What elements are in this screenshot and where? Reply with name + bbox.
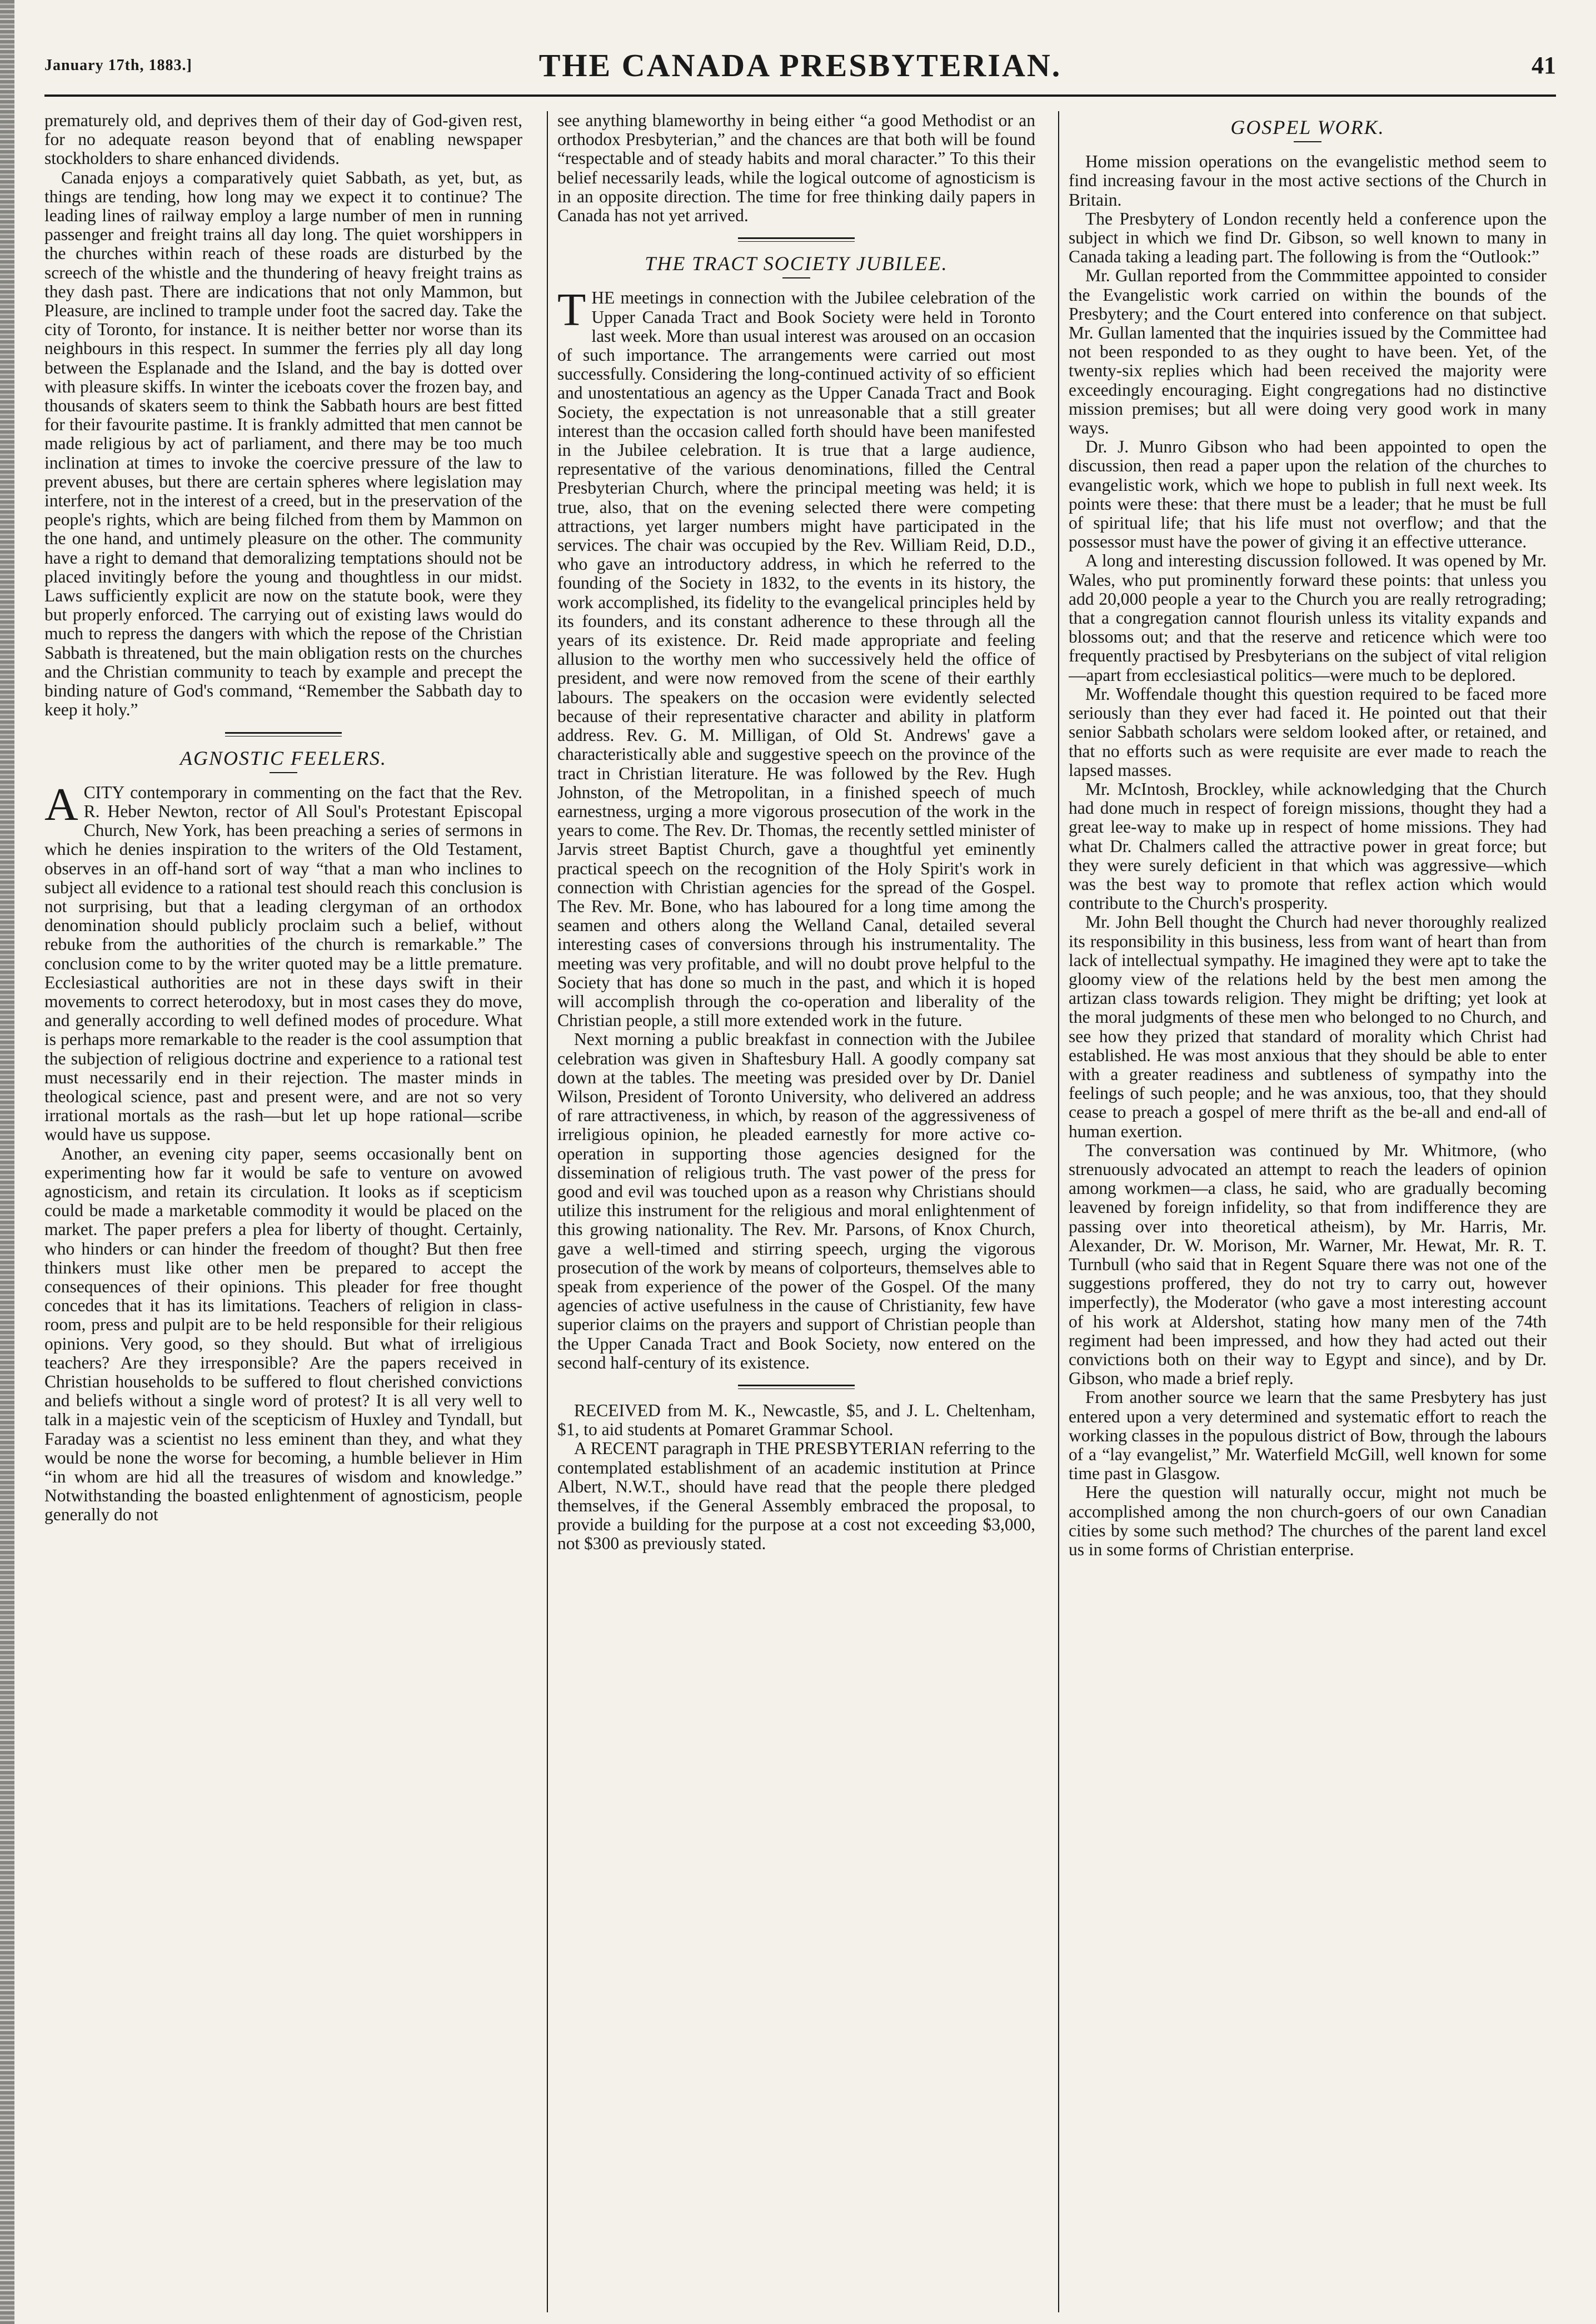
- drop-cap: A: [44, 778, 78, 830]
- binding-edge: [0, 0, 14, 2324]
- paragraph: [557, 284, 1035, 1031]
- article-heading-tract-society-jubilee: THE TRACT SOCIETY JUBILEE.: [557, 254, 1035, 278]
- paragraph: Mr. Woffendale thought this question required to be faced more seriously than they ever had faced it. He pointed out that their senior Sabbath scholars were seldom looked after, or retained, and that no efforts such as were requisite are ever made to reach the lapsed masses.: [1069, 684, 1547, 780]
- paragraph: A long and interesting discussion followed. It was opened by Mr. Wales, who put prominently forward these points: that unless you add 20,000 people a year to the Church you are really retrograding; that a congregation cannot flourish unless its vitality expands and blossoms out; and that the reserve and reticence which were too frequently practised by Presbyterians on the subject of vital religion—apart from ecclesiastical politics—were much to be deplored.: [1069, 551, 1547, 685]
- page-number: 41: [1532, 52, 1556, 79]
- column-3: [1069, 111, 1547, 2312]
- masthead-title: THE CANADA PRESBYTERIAN.: [538, 47, 1062, 83]
- paragraph: Another, an evening city paper, seems occasionally bent on experimenting how far it would be safe to venture on avowed agnosticism, and retain its circulation. It looks as if scepticism could be made a marketable commodity it would be placed on the market. The paper prefers a plea for liberty of thought. Certainly, who hinders or can hinder the freedom of thought? But then free thinkers must like other men be prepared to accept the consequences of their opinions. This pleader for free thought concedes that it has its limitations. Teachers of religion in class-room, press and pulpit are to be held responsible for their religious opinions. Very good, so they should. But what of irreligious teachers? Are they irresponsible? Are the papers received in Christian households to be suffered to flout cherished convictions and beliefs without a single word of protest? It is all very well to talk in a majestic vein of the scepticism of Huxley and Tyndall, but Faraday was a scientist no less eminent than they, and what they would be none the worse for becoming, a humble believer in Him “in whom are hid all the treasures of wisdom and knowledge.” Notwithstanding the boasted enlightenment of agnosticism, people generally do not: [44, 1143, 522, 1525]
- column-rule: [547, 111, 548, 2312]
- article-heading-gospel-work: GOSPEL WORK.: [1069, 118, 1547, 142]
- column-rule: [1058, 111, 1059, 2312]
- paragraph: Mr. McIntosh, Brockley, while acknowledging that the Church had done much in respect of foreign missions, thought they had a great lee-way to make up in respect of home missions. They had what Dr. Chalmers called the attractive power in great force; but they were surely deficient in that which was aggressive—which was the best way to promote that reflex action which would contribute to the Church's prosperity.: [1069, 779, 1547, 913]
- issue-date: January 17th, 1883.]: [44, 57, 192, 74]
- notice-received: RECEIVED from M. K., Newcastle, $5, and J. L. Cheltenham, $1, to aid students at Pomaret Grammar School.: [557, 1401, 1035, 1440]
- paragraph: see anything blameworthy in being either “a good Methodist or an orthodox Presbyterian,” and the chances are that both will be found “respectable and of steady habits and moral character.” To this their belief necessarily leads, while the logical outcome of agnosticism is in an opposite direction. The time for free thinking daily papers in Canada has not yet arrived.: [557, 111, 1035, 226]
- paragraph-text: HE meetings in connection with the Jubilee celebration of the Upper Canada Tract and Book Society were held in Toronto last week. More than usual interest was aroused on an occasion of such importance. The arrangements were carried out most successfully. Considering the long-continued activity of so efficient and unostentatious an agency as the Upper Canada Tract and Book Society, the expectation is not unreasonable that a still greater interest than the occasion called forth should have been manifested in the Jubilee celebration. It is true that a large audience, representative of the various denominations, filled the Central Presbyterian Church, where the principal meeting was held; it is true, also, that on the evening selected there were competing attractions, yet larger numbers might have participated in the services. The chair was occupied by the Rev. William Reid, D.D., who gave an introductory address, in which he referred to the founding of the Society in 1832, to the events in its history, the work accomplished, its fidelity to the evangelical principles held by its founders, and its constant adherence to these through all the years of its existence. Dr. Reid made appropriate and feeling allusion to the worthy men who successively held the office of president, and were now removed from the scene of their earthly labours. The speakers on the occasion were evidently selected because of their representative character and ability in platform address. Rev. G. M. Milligan, of Old St. Andrews' gave a characteristically able and suggestive speech on the province of the tract in Christian literature. He was followed by the Rev. Hugh Johnston, of the Metropolitan, in a finished speech of much earnestness, urging a more vigorous prosecution of the work in the years to come. The Rev. Dr. Thomas, the recently settled minister of Jarvis street Baptist Church, gave a thoughtful yet eminently practical speech on the recognition of the Holy Spirit's work in connection with Christian agencies for the spread of the Gospel. The Rev. Mr. Bone, who has laboured for a long time among the seamen and others along the Welland Canal, detailed several interesting cases of conversions through his instrumentality. The meeting was very profitable, and will no doubt prove helpful to the Society that has done so much in the past, and which it is hoped will accomplish through the co-operation and liberality of the Christian people, a still more extended work in the future.: [557, 288, 1035, 1031]
- section-divider: [738, 1385, 855, 1389]
- paragraph: Here the question will naturally occur, might not much be accomplished among the non church-goers of our own Canadian cities by some such method? The churches of the parent land excel us in some forms of Christian enterprise.: [1069, 1482, 1547, 1560]
- paragraph: Canada enjoys a comparatively quiet Sabbath, as yet, but, as things are tending, how long may we expect it to continue? The leading lines of railway employ a large number of men in running passenger and freight trains all day long. The quiet worshippers in the churches within reach of these roads are disturbed by the screech of the whistle and the thundering of heavy freight trains as they dash past. There are indications that not only Mammon, but Pleasure, are inclined to trample under foot the sacred day. Take the city of Toronto, for instance. It is neither better nor worse than its neighbours in this respect. In summer the ferries ply all day long between the Esplanade and the Island, and the bay is dotted over with pleasure skiffs. In winter the iceboats cover the frozen bay, and thousands of skaters seem to think the Sabbath hours are best fitted for their favourite pastime. It is frankly admitted that men cannot be made religious by act of parliament, and there may be too much inclination at times to invoke the coercive pressure of the law to prevent abuses, but there are certain spheres where legislation may interfere, not in the interest of a creed, but in the preservation of the people's rights, which are being filched from them by Mammon on the one hand, and untimely pleasure on the other. The community have a right to demand that demoralizing temptations should not be placed invitingly before the young and thoughtless in our midst. Laws sufficiently explicit are now on the statute book, were they but properly enforced. The carrying out of existing laws would do much to repress the dangers with which the repose of the Christian Sabbath is threatened, but the main obligation rests on the churches and the Christian community to teach by example and precept the binding nature of God's command, “Remember the Sabbath day to keep it holy.”: [44, 167, 522, 720]
- paragraph: Next morning a public breakfast in connection with the Jubilee celebration was given in Shaftesbury Hall. A goodly company sat down at the tables. The meeting was presided over by Dr. Daniel Wilson, President of Toronto University, who delivered an address of rare attractiveness, in which, by reason of the aggressiveness of irreligious opinion, he pleaded earnestly for more active co-operation in supporting those agencies designed for the dissemination of religious truth. The vast power of the press for good and evil was touched upon as a reason why Christians should utilize this instrument for the religious and moral enlightenment of this growing nationality. The Rev. Mr. Parsons, of Knox Church, gave a well-timed and stirring speech, urging the vigorous prosecution of the work by means of colporteurs, themselves able to speak from experience of the power of the Gospel. Of the many agencies of active usefulness in the cause of Christianity, few have superior claims on the prayers and support of Christian people than the Upper Canada Tract and Book Society, now entered on the second half-century of its existence.: [557, 1029, 1035, 1372]
- paragraph: The Presbytery of London recently held a conference upon the subject in which we find Dr. Gibson, so well known to many in Canada taking a leading part. The following is from the “Outlook:”: [1069, 208, 1547, 267]
- notice-correction: A RECENT paragraph in THE PRESBYTERIAN referring to the contemplated establishment of an academic institution at Prince Albert, N.W.T., should have read that the people there pledged themselves, if the General Assembly embraced the proposal, to provide a building for the purpose at a cost not exceeding $3,000, not $300 as previously stated.: [557, 1439, 1035, 1554]
- section-divider: [738, 237, 855, 242]
- paragraph: Home mission operations on the evangelistic method seem to find increasing favour in the most active sections of the Church in Britain.: [1069, 152, 1547, 210]
- paragraph: Mr. John Bell thought the Church had never thoroughly realized its responsibility in this business, less from want of heart than from lack of intellectual sympathy. He imagined they were apt to take the gloomy view of the relations held by the best men among the artizan class towards religion. They might be drifting; yet look at the moral judgments of these men who belonged to no Church, and see how they prized that standard of morality which Christ had established. He was most anxious that they should be able to enter with a greater readiness and subtleness of sympathy into the feelings of such people; and he was anxious, too, that they should cease to preach a gospel of mere thrift as the be-all and end-all of human exertion.: [1069, 912, 1547, 1141]
- page-header: [44, 43, 1556, 97]
- paragraph: Dr. J. Munro Gibson who had been appointed to open the discussion, then read a paper upon the relation of the churches to evangelistic work, which we hope to publish in full next week. Its points were these: that there must be a leader; that he must be full of spiritual life; that his life must not overflow; and that the possessor must have the power of giving it an effective utterance.: [1069, 437, 1547, 552]
- column-1: [44, 111, 522, 2312]
- column-2: [557, 111, 1035, 2312]
- paragraph-text: CITY contemporary in commenting on the fact that the Rev. R. Heber Newton, rector of All Soul's Protestant Episcopal Church, New York, has been preaching a series of sermons in which he denies inspiration to the writers of the Old Testament, observes in an off-hand sort of way “that a man who inclines to subject all evidence to a rational test should reach this conclusion is not surprising, but that a leading clergyman of an orthodox denomination should publicly proclaim such a belief, without rebuke from the authorities of the church is remarkable.” The conclusion come to by the writer quoted may be a little premature. Ecclesiastical authorities are not in these days swift in their movements to correct heterodoxy, but in most cases they do move, and generally according to well defined modes of procedure. What is perhaps more remarkable to the reader is the cool assumption that the subjection of religious doctrine and experience to a rational test must necessarily end in their rejection. The master minds in theological science, past and present were, and are not so very irrational mortals as the rash—but let up hope rational—scribe would have us suppose.: [44, 782, 522, 1144]
- paragraph: Mr. Gullan reported from the Commmittee appointed to consider the Evangelistic work carried on within the bounds of the Presbytery; and the Court entered into conference on that subject. Mr. Gullan lamented that the inquiries issued by the Committee had not been responded to as they ought to have been. Yet, of the twenty-six replies which had been received the majority were exceedingly encouraging. Eight congregations had no distinctive mission premises; but all were doing very good work in many ways.: [1069, 266, 1547, 438]
- article-heading-agnostic-feelers: AGNOSTIC FEELERS.: [44, 749, 522, 773]
- paragraph: The conversation was continued by Mr. Whitmore, (who strenuously advocated an attempt to reach the leaders of opinion among workmen—a class, he said, who are gradually becoming leavened by foreign infidelity, so that from indifference they are passing over into theoretical atheism), by Mr. Harris, Mr. Alexander, Dr. W. Morison, Mr. Warner, Mr. Hewat, Mr. R. T. Turnbull (who said that in Regent Square there was not one of the suggestions proffered, they do not try to carry out, however imperfectly), the Moderator (who gave a most interesting account of his work at Aldershot, stating how many men of the 74th regiment had been impressed, and how they had acted out their convictions both on their way to Egypt and since), and by Dr. Gibson, who made a brief reply.: [1069, 1140, 1547, 1389]
- paragraph: [44, 778, 522, 1144]
- drop-cap: T: [557, 284, 586, 336]
- section-divider: [225, 732, 342, 736]
- paragraph: From another source we learn that the same Presbytery has just entered upon a very determined and systematic effort to reach the working classes in the populous district of Bow, through the labours of a “lay evangelist,” Mr. Waterfield McGill, well known for some time past in Glasgow.: [1069, 1387, 1547, 1484]
- paragraph: prematurely old, and deprives them of their day of God-given rest, for no adequate reason beyond that of enabling newspaper stockholders to share enhanced dividends.: [44, 111, 522, 168]
